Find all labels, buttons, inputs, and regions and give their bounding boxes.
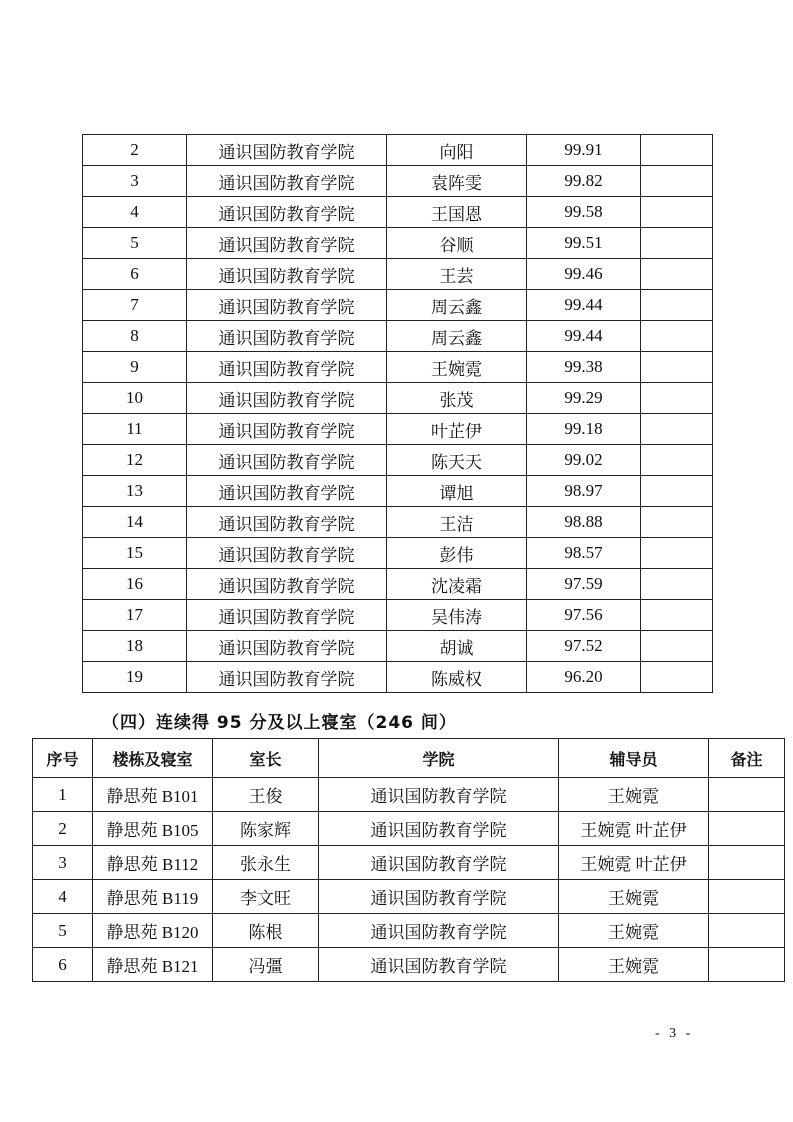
cell-note [641, 321, 713, 352]
cell-name: 谭旭 [387, 476, 527, 507]
cell-note [641, 414, 713, 445]
cell-college: 通识国防教育学院 [319, 948, 559, 982]
header-college: 学院 [319, 739, 559, 778]
cell-college: 通识国防教育学院 [187, 321, 387, 352]
cell-leader: 王俊 [213, 778, 319, 812]
cell-college: 通识国防教育学院 [187, 383, 387, 414]
cell-note [641, 135, 713, 166]
table-row [83, 166, 713, 197]
header-no: 序号 [33, 739, 93, 778]
cell-no: 6 [83, 259, 187, 290]
cell-college: 通识国防教育学院 [187, 197, 387, 228]
cell-score: 96.20 [527, 662, 641, 693]
cell-leader: 陈家辉 [213, 812, 319, 846]
cell-note [709, 914, 785, 948]
cell-no: 12 [83, 445, 187, 476]
cell-no: 14 [83, 507, 187, 538]
cell-note [641, 600, 713, 631]
cell-name: 胡诚 [387, 631, 527, 662]
score-table-body [83, 135, 713, 693]
cell-score: 99.38 [527, 352, 641, 383]
cell-college: 通识国防教育学院 [187, 507, 387, 538]
table-row [83, 662, 713, 693]
cell-note [641, 228, 713, 259]
cell-name: 周云鑫 [387, 290, 527, 321]
cell-no: 8 [83, 321, 187, 352]
cell-leader: 张永生 [213, 846, 319, 880]
cell-college: 通识国防教育学院 [319, 846, 559, 880]
table-row [83, 228, 713, 259]
cell-name: 吴伟涛 [387, 600, 527, 631]
cell-no: 9 [83, 352, 187, 383]
cell-no: 16 [83, 569, 187, 600]
table-row [83, 569, 713, 600]
cell-no: 7 [83, 290, 187, 321]
table-row [83, 414, 713, 445]
header-room: 楼栋及寝室 [93, 739, 213, 778]
cell-no: 3 [83, 166, 187, 197]
cell-score: 99.46 [527, 259, 641, 290]
cell-college: 通识国防教育学院 [187, 414, 387, 445]
cell-score: 97.56 [527, 600, 641, 631]
cell-no: 11 [83, 414, 187, 445]
cell-name: 彭伟 [387, 538, 527, 569]
cell-room: 静思苑 B112 [93, 846, 213, 880]
cell-name: 王国恩 [387, 197, 527, 228]
dorm-table [32, 738, 785, 982]
cell-no: 5 [83, 228, 187, 259]
table-row [33, 880, 785, 914]
table-row [83, 538, 713, 569]
cell-score: 99.44 [527, 321, 641, 352]
table-row [33, 812, 785, 846]
table-row [83, 321, 713, 352]
table-row [83, 352, 713, 383]
cell-leader: 李文旺 [213, 880, 319, 914]
cell-name: 王洁 [387, 507, 527, 538]
cell-note [641, 352, 713, 383]
cell-no: 6 [33, 948, 93, 982]
cell-score: 99.91 [527, 135, 641, 166]
cell-counselor: 王婉霓 叶芷伊 [559, 812, 709, 846]
cell-room: 静思苑 B121 [93, 948, 213, 982]
cell-college: 通识国防教育学院 [319, 778, 559, 812]
cell-note [641, 631, 713, 662]
dorm-table-header-row [33, 739, 785, 778]
cell-college: 通识国防教育学院 [187, 135, 387, 166]
cell-name: 沈凌霜 [387, 569, 527, 600]
cell-note [641, 197, 713, 228]
cell-room: 静思苑 B101 [93, 778, 213, 812]
cell-leader: 陈根 [213, 914, 319, 948]
cell-score: 98.57 [527, 538, 641, 569]
cell-no: 17 [83, 600, 187, 631]
cell-no: 5 [33, 914, 93, 948]
cell-note [709, 778, 785, 812]
cell-college: 通识国防教育学院 [187, 445, 387, 476]
cell-note [641, 383, 713, 414]
cell-note [709, 812, 785, 846]
cell-no: 18 [83, 631, 187, 662]
cell-counselor: 王婉霓 [559, 880, 709, 914]
dorm-table-body [33, 778, 785, 982]
table-row [83, 383, 713, 414]
cell-note [641, 290, 713, 321]
cell-no: 2 [33, 812, 93, 846]
cell-note [641, 569, 713, 600]
cell-college: 通识国防教育学院 [187, 259, 387, 290]
table-row [33, 914, 785, 948]
cell-college: 通识国防教育学院 [187, 290, 387, 321]
cell-score: 99.51 [527, 228, 641, 259]
cell-college: 通识国防教育学院 [187, 228, 387, 259]
score-table [82, 134, 713, 693]
cell-college: 通识国防教育学院 [187, 352, 387, 383]
cell-note [641, 538, 713, 569]
table-row [83, 631, 713, 662]
cell-note [709, 846, 785, 880]
cell-college: 通识国防教育学院 [187, 538, 387, 569]
table-row [83, 197, 713, 228]
cell-note [641, 445, 713, 476]
cell-score: 99.82 [527, 166, 641, 197]
table-row [83, 135, 713, 166]
cell-no: 4 [33, 880, 93, 914]
cell-no: 1 [33, 778, 93, 812]
cell-college: 通识国防教育学院 [319, 914, 559, 948]
cell-name: 向阳 [387, 135, 527, 166]
cell-college: 通识国防教育学院 [187, 569, 387, 600]
cell-room: 静思苑 B105 [93, 812, 213, 846]
cell-room: 静思苑 B119 [93, 880, 213, 914]
cell-score: 99.18 [527, 414, 641, 445]
cell-note [641, 259, 713, 290]
table-row [83, 476, 713, 507]
cell-no: 2 [83, 135, 187, 166]
cell-no: 13 [83, 476, 187, 507]
cell-college: 通识国防教育学院 [187, 662, 387, 693]
cell-note [641, 662, 713, 693]
cell-counselor: 王婉霓 [559, 948, 709, 982]
cell-college: 通识国防教育学院 [187, 476, 387, 507]
cell-note [709, 880, 785, 914]
cell-score: 98.97 [527, 476, 641, 507]
cell-no: 19 [83, 662, 187, 693]
cell-college: 通识国防教育学院 [319, 880, 559, 914]
cell-note [641, 166, 713, 197]
cell-no: 10 [83, 383, 187, 414]
cell-score: 97.59 [527, 569, 641, 600]
cell-note [641, 476, 713, 507]
table-row [33, 846, 785, 880]
cell-name: 陈天天 [387, 445, 527, 476]
cell-no: 4 [83, 197, 187, 228]
header-leader: 室长 [213, 739, 319, 778]
table-row [83, 290, 713, 321]
cell-note [641, 507, 713, 538]
cell-score: 97.52 [527, 631, 641, 662]
cell-name: 叶芷伊 [387, 414, 527, 445]
page-number: - 3 - [655, 1026, 694, 1041]
cell-leader: 冯彊 [213, 948, 319, 982]
cell-no: 15 [83, 538, 187, 569]
cell-college: 通识国防教育学院 [187, 166, 387, 197]
header-note: 备注 [709, 739, 785, 778]
table-row [83, 259, 713, 290]
table-row [83, 507, 713, 538]
cell-score: 99.02 [527, 445, 641, 476]
cell-name: 陈威权 [387, 662, 527, 693]
cell-college: 通识国防教育学院 [187, 600, 387, 631]
table-row [83, 445, 713, 476]
cell-name: 张茂 [387, 383, 527, 414]
cell-score: 98.88 [527, 507, 641, 538]
table-row [83, 600, 713, 631]
table-row [33, 948, 785, 982]
cell-name: 王婉霓 [387, 352, 527, 383]
cell-name: 周云鑫 [387, 321, 527, 352]
cell-score: 99.58 [527, 197, 641, 228]
cell-counselor: 王婉霓 [559, 778, 709, 812]
cell-college: 通识国防教育学院 [319, 812, 559, 846]
cell-counselor: 王婉霓 叶芷伊 [559, 846, 709, 880]
cell-counselor: 王婉霓 [559, 914, 709, 948]
cell-score: 99.29 [527, 383, 641, 414]
cell-name: 谷顺 [387, 228, 527, 259]
cell-note [709, 948, 785, 982]
cell-no: 3 [33, 846, 93, 880]
cell-room: 静思苑 B120 [93, 914, 213, 948]
header-counselor: 辅导员 [559, 739, 709, 778]
cell-name: 王芸 [387, 259, 527, 290]
table-row [33, 778, 785, 812]
cell-score: 99.44 [527, 290, 641, 321]
section-title: （四）连续得 95 分及以上寝室（246 间） [102, 713, 457, 733]
cell-name: 袁阵雯 [387, 166, 527, 197]
cell-college: 通识国防教育学院 [187, 631, 387, 662]
